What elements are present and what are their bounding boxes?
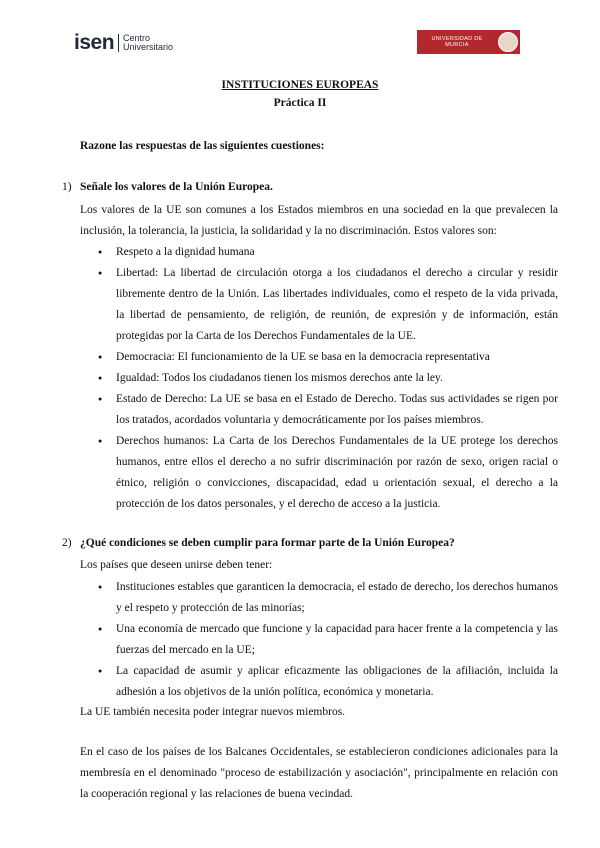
question-1-title: Señale los valores de la Unión Europea. <box>80 181 273 193</box>
list-item: ● Instituciones estables que garanticen la democracia, el estado de derecho, los derechos humanos y el respeto y protección de las minorías; <box>80 577 558 619</box>
list-item: ● Estado de Derecho: La UE se basa en el Estado de Derecho. Todas sus actividades se rigen por los tratados, acordados voluntaria y democráticamente por los países miembros. <box>80 389 558 431</box>
question-2-after: La UE también necesita poder integrar nuevos miembros. <box>80 706 346 718</box>
question-2-title: ¿Qué condiciones se deben cumplir para formar parte de la Unión Europea? <box>80 537 455 549</box>
isen-logo-subtitle: Centro Universitario <box>123 33 174 52</box>
intro-heading: Razone las respuestas de las siguientes cuestiones: <box>80 140 325 152</box>
um-logo-text: UNIVERSIDAD DE MURCIA <box>431 36 483 48</box>
document-subtitle: Práctica II <box>273 97 327 109</box>
list-item: ● Igualdad: Todos los ciudadanos tienen los mismos derechos ante la ley. <box>80 368 558 389</box>
list-item: ● Democracia: El funcionamiento de la UE se basa en la democracia representativa <box>80 347 558 368</box>
question-2-number: 2) <box>62 537 72 549</box>
universidad-murcia-logo <box>417 30 520 54</box>
list-item: ● Respeto a la dignidad humana <box>80 242 558 263</box>
isen-logo-text: isen <box>74 31 115 54</box>
list-item: ● Libertad: La libertad de circulación otorga a los ciudadanos el derecho a circular y residir libremente dentro de la Unión. Las libertades individuales, como el respeto de la vida privada, la libertad de pensamiento, de religión, de reunión, de expresión y de información, están protegidas por la Carta de los Derechos Fundamentales de la UE. <box>80 263 558 347</box>
list-item: ● La capacidad de asumir y aplicar eficazmente las obligaciones de la afiliación, incluida la adhesión a los objetivos de la unión política, económica y monetaria. <box>80 661 558 703</box>
question-1-list <box>80 242 558 515</box>
um-seal-icon <box>498 32 518 52</box>
list-item: ● Una economía de mercado que funcione y la capacidad para hacer frente a la competencia y las fuerzas del mercado en la UE; <box>80 619 558 661</box>
question-2-list <box>80 577 558 703</box>
document-title: INSTITUCIONES EUROPEAS <box>221 79 379 91</box>
question-1-number: 1) <box>62 181 72 193</box>
balkans-paragraph: En el caso de los países de los Balcanes Occidentales, se establecieron condiciones adicionales para la membresía en el denominado "proceso de estabilización y asociación", principalmente en relación con la cooperación regional y las relaciones de buena vecindad. <box>80 746 558 800</box>
question-1-paragraph: Los valores de la UE son comunes a los Estados miembros en una sociedad en la que prevalecen la inclusión, la tolerancia, la justicia, la solidaridad y la no discriminación. Estos valores son: <box>80 204 558 237</box>
question-2-paragraph: Los países que deseen unirse deben tener: <box>80 559 273 571</box>
isen-logo <box>74 31 173 55</box>
logo-divider <box>118 34 119 52</box>
list-item: ● Derechos humanos: La Carta de los Derechos Fundamentales de la UE protege los derechos humanos, entre ellos el derecho a no sufrir discriminación por razón de sexo, origen racial o étnico, religión o convicciones, discapacidad, edad u orientación sexual, el derecho a la protección de los datos personales, y el derecho de acceso a la justicia. <box>80 431 558 515</box>
